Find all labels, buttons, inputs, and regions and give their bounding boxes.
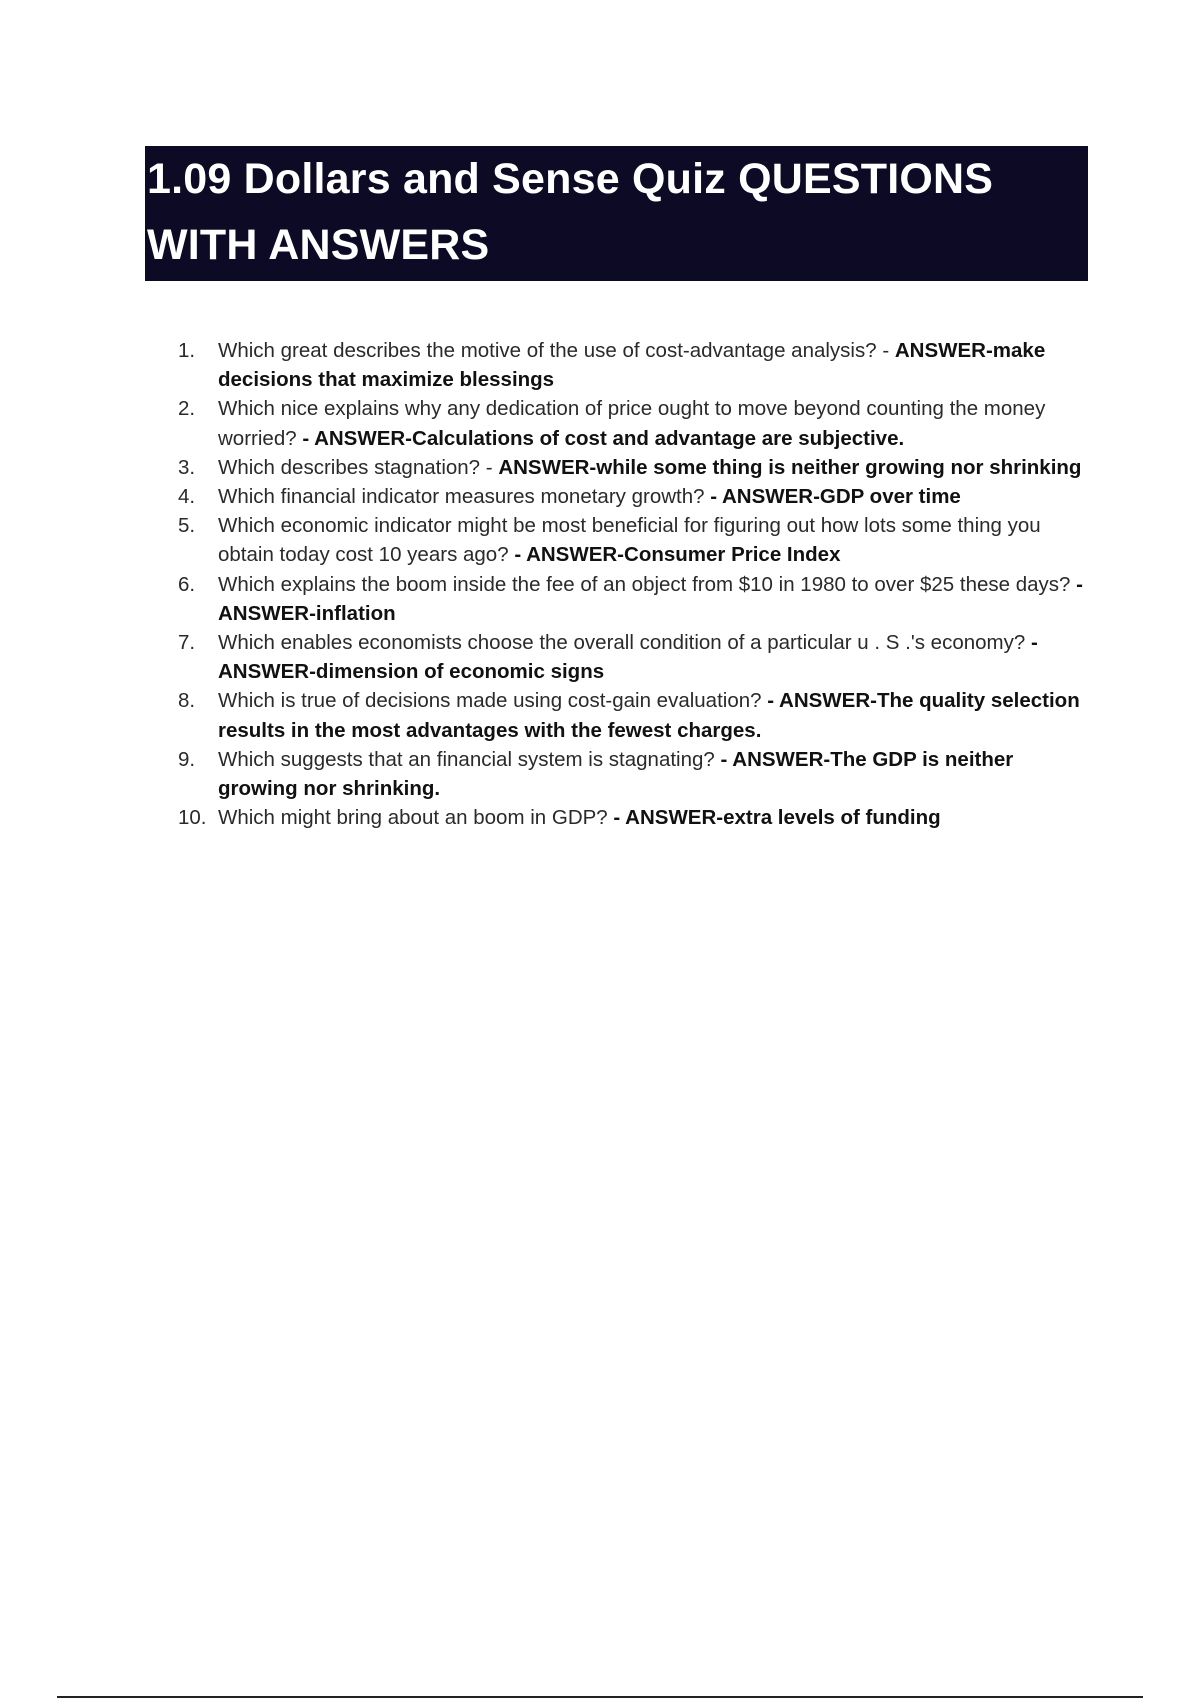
answer-text: ANSWER-while some thing is neither growing nor shrinking [498,455,1082,479]
answer-text: - ANSWER-dimension of economic signs [218,631,1038,684]
question-text: Which is true of decisions made using cost-gain evaluation? [218,689,768,713]
question-number: 10. [178,806,207,830]
document-title: 1.09 Dollars and Sense Quiz QUESTIONS WITH ANSWERS [147,155,994,269]
question-text: Which economic indicator might be most beneficial for figuring out how lots some thing you obtain today cost 10 years ago? [218,514,1041,567]
question-item [178,570,1083,628]
title-banner [145,146,1088,281]
question-text: Which enables economists choose the overall condition of a particular u . S .'s economy? [218,631,1031,655]
question-number: 7. [178,631,196,655]
question-number: 5. [178,514,196,538]
question-item [178,745,1083,803]
answer-text: - ANSWER-The GDP is neither growing nor shrinking. [218,747,1014,801]
question-text: Which nice explains why any dedication of price ought to move beyond counting the money worried? [218,397,1046,450]
question-number: 8. [178,689,196,713]
question-number: 9. [178,747,196,771]
question-item [178,511,1083,569]
question-text: Which financial indicator measures monetary growth? [218,485,711,509]
question-item [178,453,1083,482]
question-item [178,628,1083,686]
question-number: 6. [178,572,196,596]
question-item [178,686,1083,744]
question-number: 3. [178,455,196,479]
answer-text: ANSWER-make decisions that maximize blessings [218,339,1046,392]
answer-text: - ANSWER-Consumer Price Index [514,543,841,567]
answer-text: - ANSWER-extra levels of funding [613,806,941,830]
question-item [178,803,1083,832]
question-text: Which explains the boom inside the fee of an object from $10 in 1980 to over $25 these days? [218,572,1077,596]
question-item [178,482,1083,511]
answer-text: - ANSWER-The quality selection results in the most advantages with the fewest charges. [218,689,1080,742]
question-text: Which suggests that an financial system is stagnating? [218,747,721,771]
question-number: 4. [178,485,196,509]
question-item [178,394,1083,452]
answer-text: - ANSWER-GDP over time [710,485,961,509]
answer-text: - ANSWER-inflation [218,572,1083,625]
footer-divider [57,1696,1143,1698]
question-item [178,336,1083,394]
question-number: 2. [178,397,196,421]
question-list [178,336,1083,832]
answer-text: - ANSWER-Calculations of cost and advantage are subjective. [302,426,905,450]
question-text: Which describes stagnation? - [218,455,499,479]
question-number: 1. [178,339,196,362]
question-text: Which great describes the motive of the use of cost-advantage analysis? - [218,339,895,362]
question-text: Which might bring about an boom in GDP? [218,806,614,830]
